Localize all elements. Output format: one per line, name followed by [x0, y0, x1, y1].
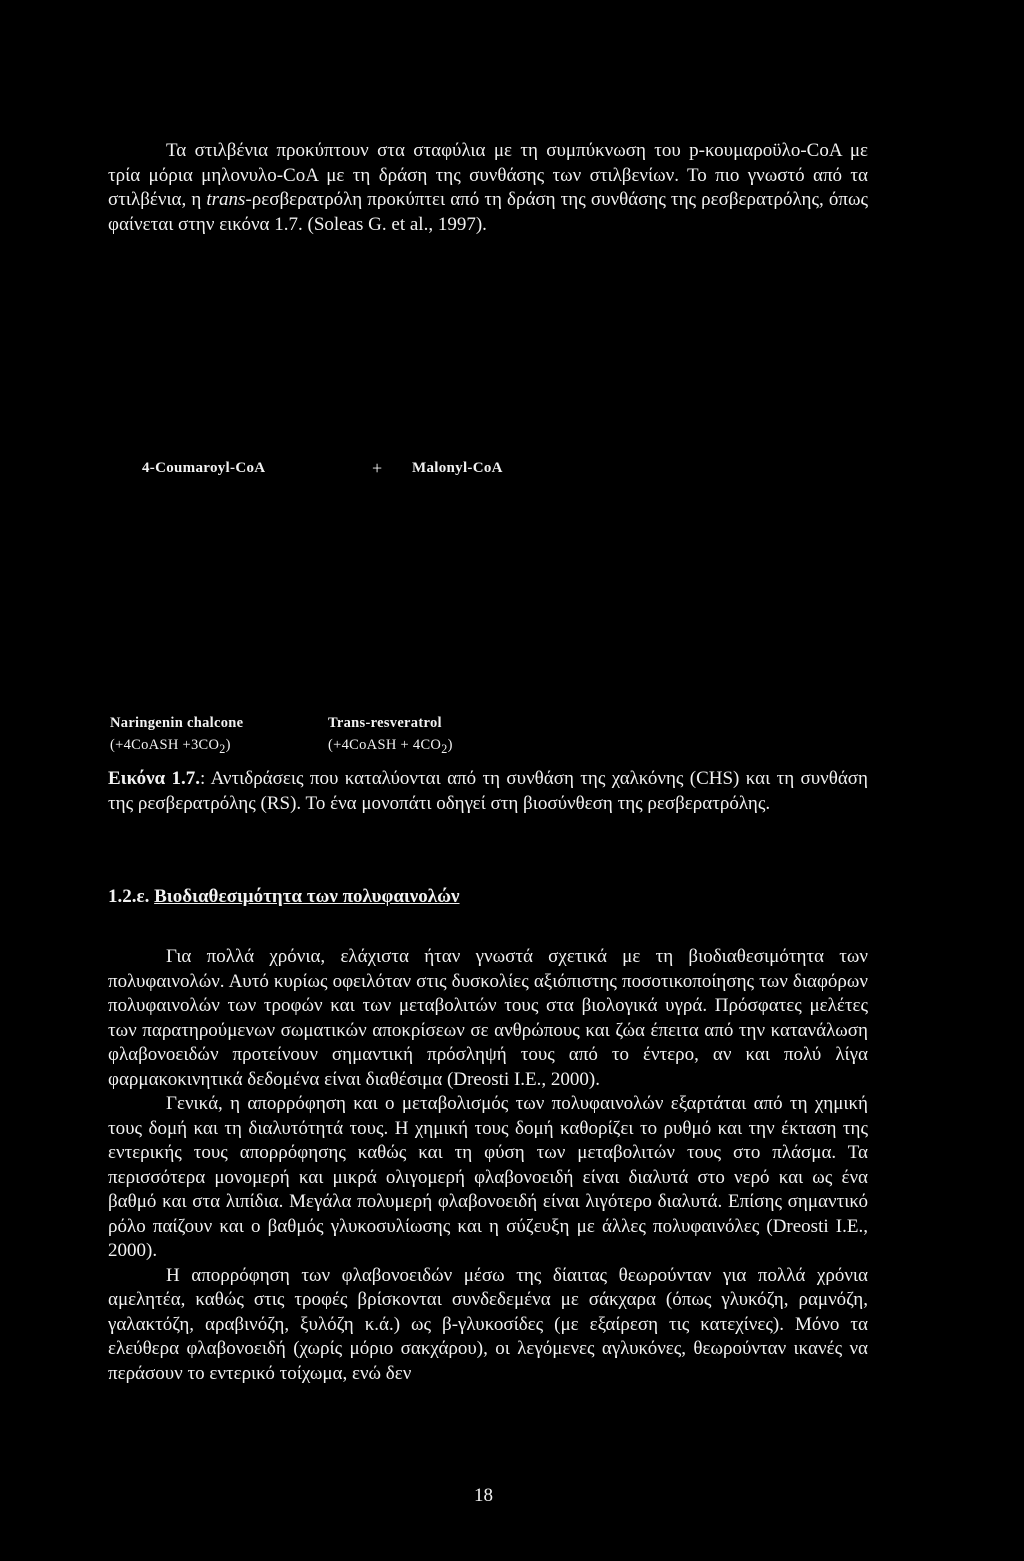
product1-name: Naringenin chalcone: [110, 715, 244, 731]
scheme-reactant-coumaroyl: 4-Coumaroyl-CoA: [142, 460, 266, 476]
page-number: 18: [474, 1485, 493, 1506]
product1-byproduct-prefix: (+4CoASH +3CO: [110, 737, 220, 753]
product2-byproduct-suffix: ): [447, 737, 453, 753]
caption-label: Εικόνα 1.7.: [108, 768, 201, 789]
scheme-product-resveratrol: [328, 712, 453, 760]
figure-caption: [108, 767, 868, 816]
product2-byproduct: [328, 734, 453, 760]
scheme-reactant-malonyl: Malonyl-CoA: [412, 460, 503, 476]
caption-text: : Αντιδράσεις που καταλύονται από τη συνθάση της χαλκόνης (CHS) και τη συνθάση της ρεσβερατρόλης (RS). Το ένα μονοπάτι οδηγεί στη βιοσύνθεση της ρεσβερατρόλης.: [108, 768, 868, 814]
section-title: Βιοδιαθεσιμότητα των πολυφαινολών: [154, 886, 460, 907]
product1-byproduct-sub: 2: [219, 741, 226, 756]
intro-text-part1: Τα στιλβένια προκύπτουν στα σταφύλια με τη συμπύκνωση του p-κουμαροϋλο-CoA με τρία μόρια μηλονυλο-CoA με τη δράση της συνθάσης των στιλβενίων. Το πιο γνωστό από τα στιλβένια, η: [108, 140, 868, 210]
scheme-product-naringenin: [110, 712, 243, 760]
body-paragraph-1: Για πολλά χρόνια, ελάχιστα ήταν γνωστά σχετικά με τη βιοδιαθεσιμότητα των πολυφαινολών. Αυτό κυρίως οφειλόταν στις δυσκολίες αξιόπιστης ποσοτικοποίησης των διαφόρων πολυφαινολών των τροφών και των μεταβολιτών τους στα βιολογικά υγρά. Πρόσφατες μελέτες των παρατηρούμενων σωματικών αποκρίσεων σε ανθρώπους και ζώα έπειτα από την κατανάλωση φλαβονοειδών προτείνουν σημαντική πρόσληψή τους από το έντερο, αν και πολύ λίγα φαρμακοκινητικά δεδομένα είναι διαθέσιμα (Dreosti I.E., 2000).: [108, 946, 868, 1090]
product2-name: Trans-resveratrol: [328, 715, 442, 731]
section-heading: [108, 886, 460, 908]
document-page: [108, 0, 868, 1561]
section-body: [108, 945, 868, 1386]
intro-italic-trans: trans: [206, 189, 246, 210]
product2-byproduct-prefix: (+4CoASH + 4CO: [328, 737, 442, 753]
product1-byproduct: [110, 734, 243, 760]
scheme-plus-sign: +: [372, 458, 383, 478]
section-number: 1.2.ε.: [108, 886, 150, 907]
body-paragraph-3: Η απορρόφηση των φλαβονοειδών μέσω της δίαιτας θεωρούνταν για πολλά χρόνια αμελητέα, καθώς στις τροφές βρίσκονται συνδεδεμένα με σάκχαρα (όπως γλυκόζη, ραμνόζη, γαλακτόζη, αραβινόζη, ξυλόζη κ.ά.) ως β-γλυκοσίδες (με εξαίρεση τις κατεχίνες). Μόνο τα ελεύθερα φλαβονοειδή (χωρίς μόριο σακχάρου), οι λεγόμενες αγλυκόνες, θεωρούνταν ικανές να περάσουν το εντερικό τοίχωμα, ενώ δεν: [108, 1264, 868, 1384]
product2-byproduct-sub: 2: [441, 741, 448, 756]
intro-text-part2: -ρεσβερατρόλη προκύπτει από τη δράση της συνθάσης της ρεσβερατρόλης, όπως φαίνεται στην εικόνα 1.7. (Soleas G. et al., 1997).: [108, 189, 868, 235]
body-paragraph-2: Γενικά, η απορρόφηση και ο μεταβολισμός των πολυφαινολών εξαρτάται από τη χημική τους δομή και τη διαλυτότητά τους. Η χημική τους δομή καθορίζει το ρυθμό και την έκταση της εντερικής τους απορρόφησης καθώς και τη φύση των μεταβολιτών τους στο πλάσμα. Τα περισσότερα μονομερή και μικρά ολιγομερή φλαβονοειδή είναι διαλυτά στο νερό και ως ένα βαθμό και στα λιπίδια. Μεγάλα πολυμερή φλαβονοειδή είναι λιγότερο διαλυτά. Επίσης σημαντικό ρόλο παίζουν και ο βαθμός γλυκοσυλίωσης και η σύζευξη με άλλες πολυφαινόλες (Dreosti I.E., 2000).: [108, 1093, 868, 1261]
intro-paragraph: [108, 139, 868, 237]
product1-byproduct-suffix: ): [225, 737, 231, 753]
